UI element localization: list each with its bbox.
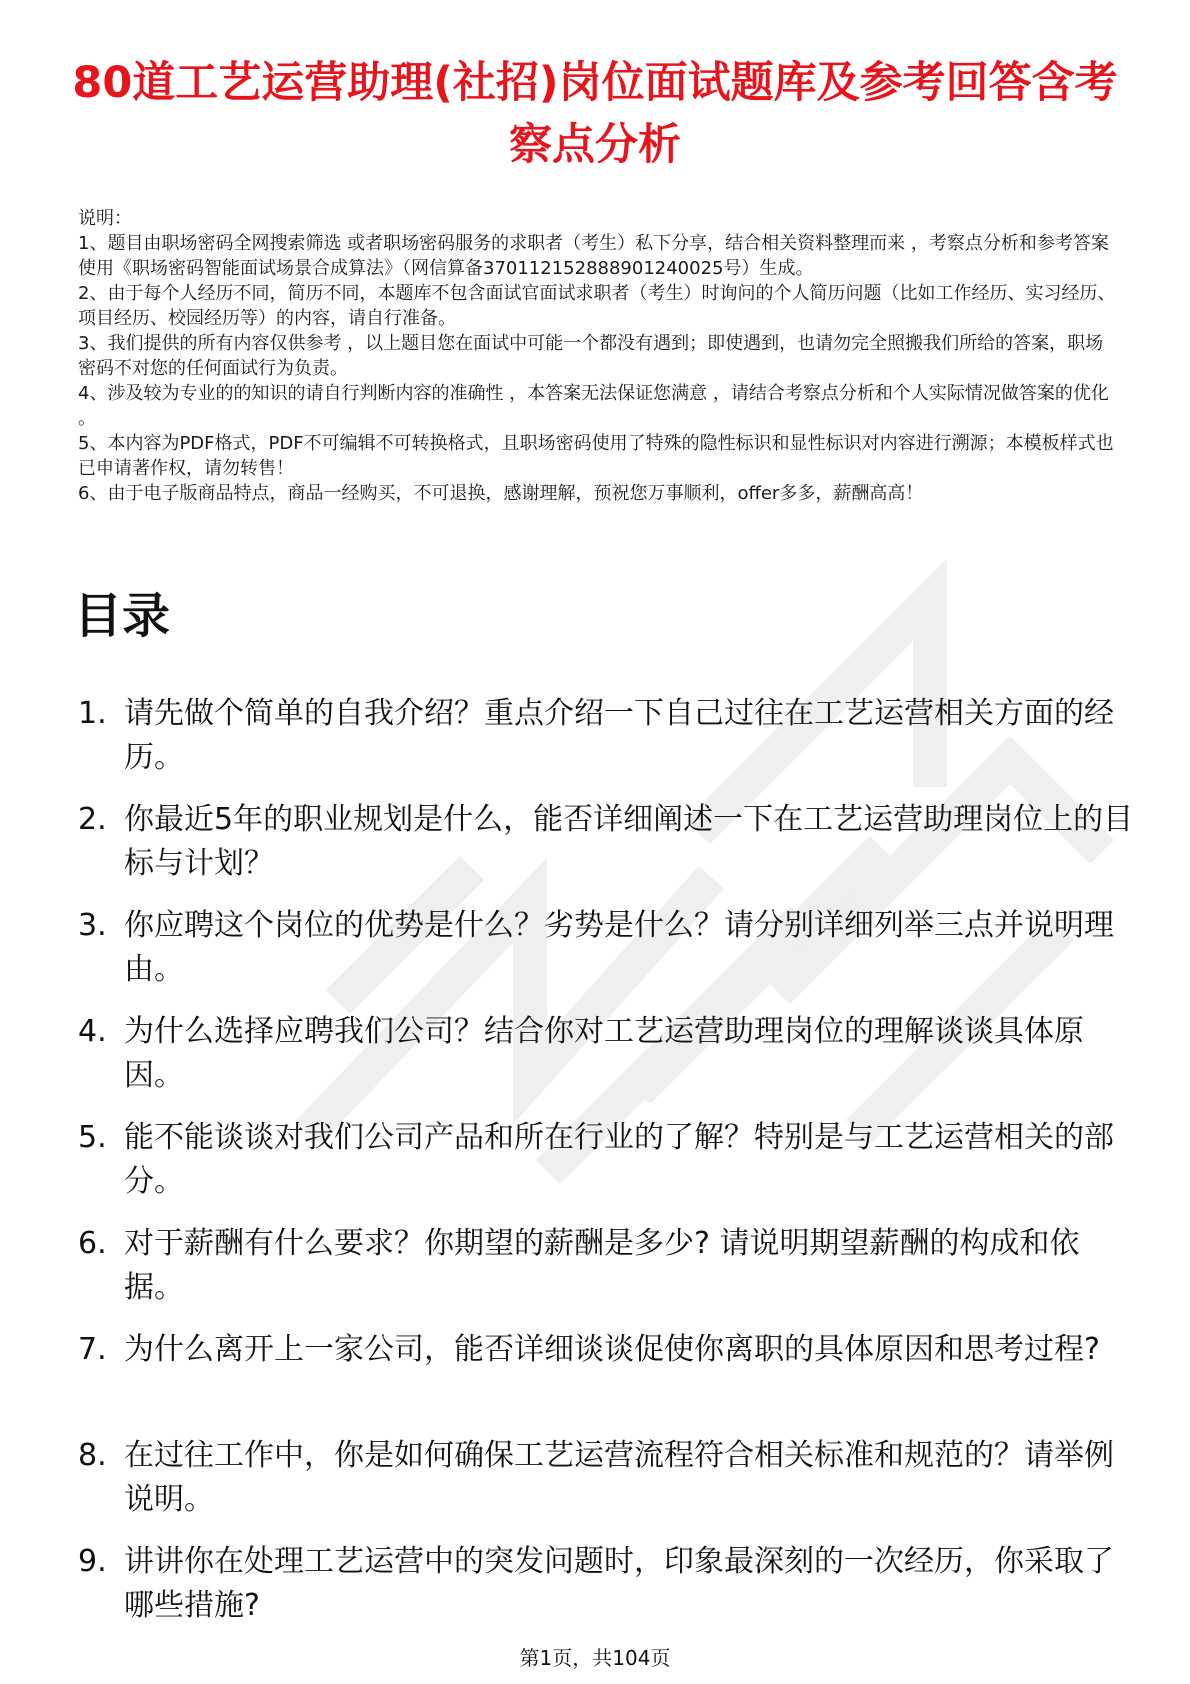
note-item: 1、题目由职场密码全网搜索筛选 或者职场密码服务的求职者（考生）私下分享，结合相关资料整理而来 ，考察点分析和参考答案使用《职场密码智能面试场景合成算法》（网信算备370112152888901240025号）生成。 [78, 233, 1109, 279]
document-title: 80道工艺运营助理(社招)岗位面试题库及参考回答含考察点分析 [72, 58, 1118, 170]
question-list [78, 692, 1138, 1646]
question-item [78, 798, 1138, 904]
page-footer: 第1页，共104页 [519, 1646, 671, 1670]
question-item [78, 1328, 1138, 1434]
question-text: 为什么选择应聘我们公司？结合你对工艺运营助理岗位的理解谈谈具体原因。 [124, 1014, 1084, 1093]
notes-heading: 说明： [78, 208, 132, 229]
question-text: 你应聘这个岗位的优势是什么？劣势是什么？请分别详细列举三点并说明理由。 [124, 908, 1114, 987]
question-number: 4. [78, 1014, 107, 1049]
question-number: 6. [78, 1226, 107, 1261]
question-item [78, 904, 1138, 1010]
question-number: 3. [78, 908, 107, 943]
toc-heading: 目录 [74, 588, 171, 644]
question-item [78, 692, 1138, 798]
question-text: 对于薪酬有什么要求？你期望的薪酬是多少? 请说明期望薪酬的构成和依据。 [124, 1226, 1080, 1305]
question-text: 讲讲你在处理工艺运营中的突发问题时，印象最深刻的一次经历，你采取了哪些措施? [124, 1544, 1114, 1623]
question-item [78, 1010, 1138, 1116]
question-item [78, 1540, 1138, 1646]
question-text: 在过往工作中，你是如何确保工艺运营流程符合相关标准和规范的？请举例说明。 [124, 1438, 1114, 1517]
question-item [78, 1434, 1138, 1540]
note-item: 4、涉及较为专业的的知识的请自行判断内容的准确性 ，本答案无法保证您满意 ，请结合考察点分析和个人实际情况做答案的优化 。 [78, 383, 1109, 429]
note-item: 6、由于电子版商品特点，商品一经购买，不可退换，感谢理解，预祝您万事顺利，offer多多，薪酬高高！ [78, 483, 924, 504]
question-number: 9. [78, 1544, 107, 1579]
question-number: 8. [78, 1438, 107, 1473]
question-item [78, 1116, 1138, 1222]
question-number: 5. [78, 1120, 107, 1155]
question-item [78, 1222, 1138, 1328]
question-number: 2. [78, 802, 107, 837]
question-number: 7. [78, 1332, 107, 1367]
note-item: 5、本内容为PDF格式，PDF不可编辑不可转换格式，且职场密码使用了特殊的隐性标识和显性标识对内容进行溯源；本模板样式也已申请著作权，请勿转售！ [78, 433, 1114, 479]
question-text: 你最近5年的职业规划是什么，能否详细阐述一下在工艺运营助理岗位上的目标与计划？ [124, 802, 1134, 881]
question-text: 能不能谈谈对我们公司产品和所在行业的了解？特别是与工艺运营相关的部分。 [124, 1120, 1114, 1199]
question-number: 1. [78, 696, 107, 731]
question-text: 为什么离开上一家公司，能否详细谈谈促使你离职的具体原因和思考过程? [124, 1332, 1100, 1367]
notes-section [78, 206, 1118, 506]
note-item: 2、由于每个人经历不同，简历不同，本题库不包含面试官面试求职者（考生）时询问的个人简历问题（比如工作经历、实习经历、项目经历、校园经历等）的内容，请自行准备。 [78, 283, 1116, 329]
note-item: 3、我们提供的所有内容仅供参考 ，以上题目您在面试中可能一个都没有遇到；即使遇到，也请勿完全照搬我们所给的答案，职场密码不对您的任何面试行为负责。 [78, 333, 1104, 379]
question-text: 请先做个简单的自我介绍？重点介绍一下自己过往在工艺运营相关方面的经历。 [124, 696, 1114, 775]
